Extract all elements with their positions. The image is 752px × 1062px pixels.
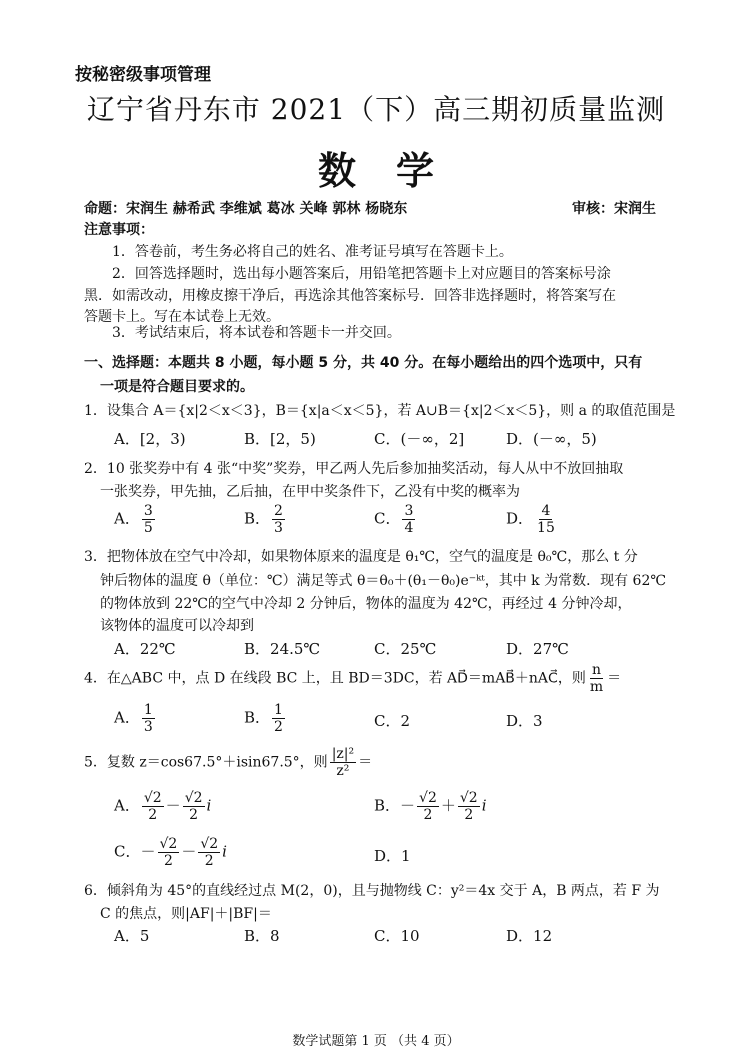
question-5-option-d: D．1 (374, 847, 411, 865)
question-2-stem-cont: 一张奖券，甲先抽，乙后抽，在甲中奖条件下，乙没有中奖的概率为 (100, 484, 520, 500)
question-4-option-a: A． $\frac{1}{3}$ (114, 702, 153, 735)
question-2-option-a: A． $\frac{3}{5}$ (114, 503, 153, 536)
authors-line: 命题：宋润生 赫希武 李维斌 葛冰 关峰 郭林 杨晓东 (84, 201, 408, 217)
question-2-stem: 2．10 张奖券中有 4 张“中奖”奖券，甲乙两人先后参加抽奖活动，每人从中不放回抽取 (84, 461, 624, 477)
question-5-stem: 5．复数 z＝cos67.5°＋isin67.5°，则 $\frac{\text{|z|²}}{\text{z²}}$ ＝ (84, 746, 373, 779)
question-2-option-c: C． $\frac{3}{4}$ (374, 503, 414, 536)
question-4-option-d: D．3 (506, 712, 543, 730)
question-3-stem: 3．把物体放在空气中冷却，如果物体原来的温度是 θ₁℃，空气的温度是 θ₀℃，那么 t 分 (84, 549, 638, 565)
question-1-option-a: A．[2，3) (114, 430, 186, 448)
notice-item-2-cont2: 答题卡上。写在本试卷上无效。 (84, 309, 280, 325)
question-6-stem: 6．倾斜角为 45°的直线经过点 M(2，0)，且与抛物线 C：y²＝4x 交于 A，B 两点，若 F 为 (84, 883, 660, 899)
question-3-stem-cont1: 钟后物体的温度 θ（单位：℃）满足等式 θ＝θ₀＋(θ₁－θ₀)e⁻ᵏᵗ，其中 k 为常数．现有 62℃ (100, 573, 667, 589)
question-6-option-c: C．10 (374, 927, 420, 945)
section-heading: 一、选择题：本题共 8 小题，每小题 5 分，共 40 分。在每小题给出的四个选项中，只有 (84, 355, 643, 371)
question-4-option-c: C．2 (374, 712, 411, 730)
question-5-option-a: A． $\frac{√2}{2}$ － $\frac{√2}{2}$ i (114, 790, 212, 823)
notice-item-3: 3．考试结束后，将本试卷和答题卡一并交回。 (112, 325, 401, 341)
question-2-option-b: B． $\frac{2}{3}$ (244, 503, 283, 536)
question-4-option-b: B． $\frac{1}{2}$ (244, 702, 283, 735)
question-5-option-b: B．－ $\frac{√2}{2}$ ＋ $\frac{√2}{2}$ i (374, 790, 487, 823)
reviewer-line: 审核：宋润生 (572, 201, 656, 217)
subject-title: 数学 (317, 149, 474, 193)
question-3-option-c: C．25℃ (374, 640, 437, 658)
notice-heading: 注意事项： (84, 222, 154, 238)
question-1-option-b: B．[2，5) (244, 430, 316, 448)
question-2-option-d: D． $\frac{4}{15}$ (506, 503, 555, 536)
section-heading-cont: 一项是符合题目要求的。 (100, 379, 254, 395)
question-5-option-c: C．－ $\frac{√2}{2}$ － $\frac{√2}{2}$ i (114, 836, 227, 869)
question-6-option-a: A．5 (114, 927, 150, 945)
question-3-option-a: A．22℃ (114, 640, 176, 658)
question-3-option-d: D．27℃ (506, 640, 569, 658)
notice-item-2: 2．回答选择题时，选出每小题答案后，用铅笔把答题卡上对应题目的答案标号涂 (112, 266, 611, 282)
confidentiality-label: 按秘密级事项管理 (75, 65, 211, 85)
question-1-stem: 1．设集合 A＝{x|2＜x＜3}，B＝{x|a＜x＜5}，若 A∪B＝{x|2＜x＜5}，则 a 的取值范围是 (84, 403, 676, 419)
notice-item-1: 1．答卷前，考生务必将自己的姓名、准考证号填写在答题卡上。 (112, 244, 513, 260)
question-4-stem: 4．在△ABC 中，点 D 在线段 BC 上，且 BD＝3DC，若 AD⃗＝mAB⃗＋nAC⃗，则 $\frac{n}{m}$ ＝ (84, 662, 622, 695)
question-1-option-c: C．(－∞，2] (374, 430, 465, 448)
question-6-option-d: D．12 (506, 927, 553, 945)
question-3-option-b: B．24.5℃ (244, 640, 321, 658)
question-6-option-b: B．8 (244, 927, 280, 945)
exam-title: 辽宁省丹东市 2021（下）高三期初质量监测 (86, 93, 666, 126)
question-3-stem-cont3: 该物体的温度可以冷却到 (100, 618, 254, 634)
question-6-stem-cont: C 的焦点，则|AF|＋|BF|＝ (100, 906, 272, 922)
question-3-stem-cont2: 的物体放到 22℃的空气中冷却 2 分钟后，物体的温度为 42℃，再经过 4 分钟冷却， (100, 596, 632, 612)
question-1-option-d: D．(－∞，5) (506, 430, 597, 448)
notice-item-2-cont: 黑．如需改动，用橡皮擦干净后，再选涂其他答案标号．回答非选择题时，将答案写在 (84, 288, 616, 304)
page-footer: 数学试题第 1 页 （共 4 页） (292, 1034, 460, 1049)
